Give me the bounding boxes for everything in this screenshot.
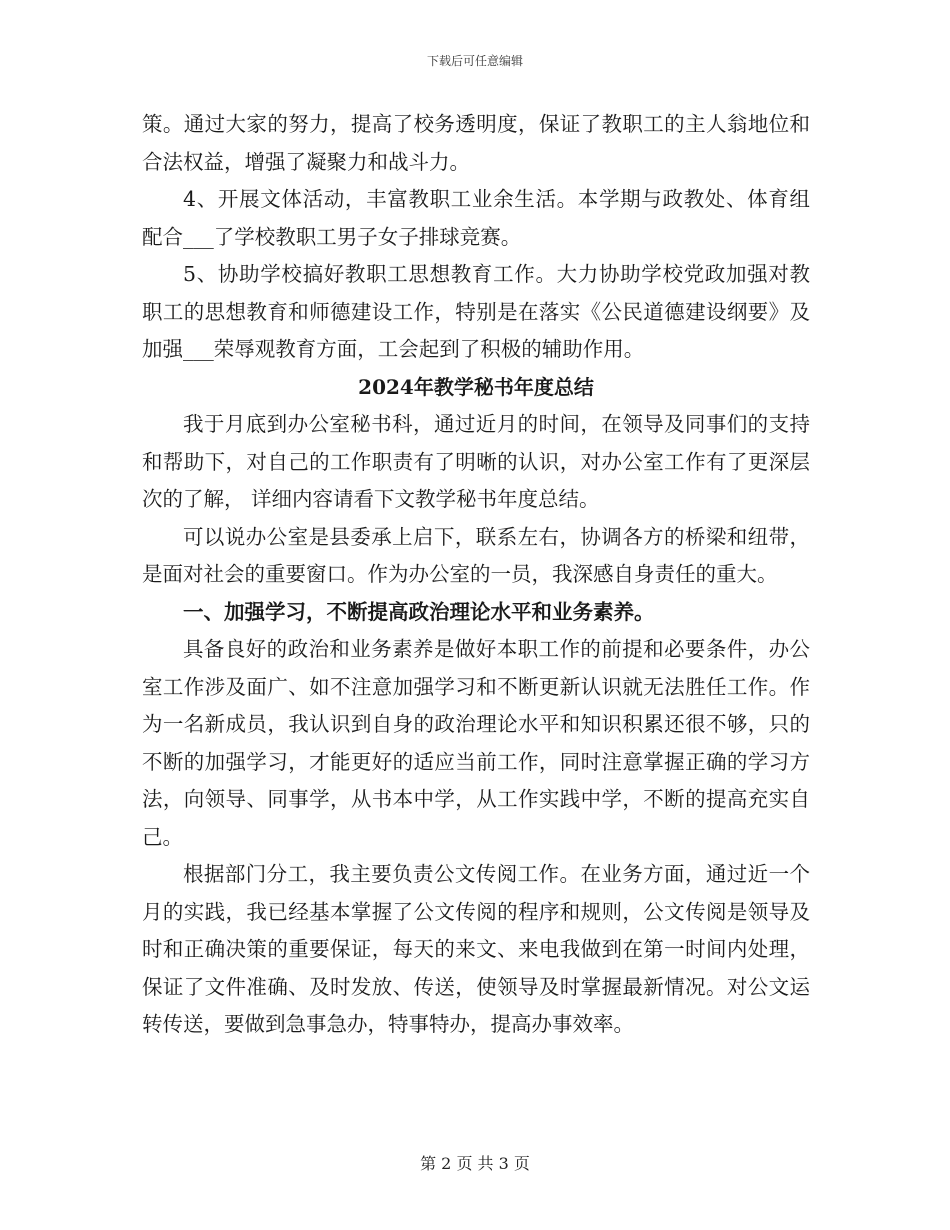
page-footer: 第 2 页 共 3 页 <box>420 1154 530 1173</box>
paragraph-learning: 具备良好的政治和业务素养是做好本职工作的前提和必要条件，办公室工作涉及面广、如不注意加强学习和不断更新认识就无法胜任工作。作为一名新成员，我认识到自身的政治理论水平和知识积累还很不够，只的不断的加强学习，才能更好的适应当前工作，同时注意掌握正确的学习方法，向领导、同事学，从书本中学，从工作实践中学，不断的提高充实自己。 <box>142 637 810 849</box>
paragraph-office-role: 可以说办公室是县委承上启下，联系左右，协调各方的桥梁和纽带，是面对社会的重要窗口。作为办公室的一员，我深感自身责任的重大。 <box>142 524 810 586</box>
paragraph-item-5: 5、协助学校搞好教职工思想教育工作。大力协助学校党政加强对教职工的思想教育和师德建设工作，特别是在落实《公民道德建设纲要》及加强___荣辱观教育方面，工会起到了积极的辅助作用。 <box>142 262 810 361</box>
paragraph-intro: 我于月底到办公室秘书科，通过近月的时间，在领导及同事们的支持和帮助下，对自己的工作职责有了明晰的认识，对办公室工作有了更深层次的了解， 详细内容请看下文教学秘书年度总结。 <box>142 412 810 511</box>
section-title: 2024年教学秘书年度总结 <box>358 374 594 399</box>
subheading-learning: 一、加强学习，不断提高政治理论水平和业务素养。 <box>183 599 655 624</box>
paragraph-item-4: 4、开展文体活动，丰富教职工业余生活。本学期与政教处、体育组配合___了学校教职工男子女子排球竞赛。 <box>142 187 810 249</box>
paragraph-document-work: 根据部门分工，我主要负责公文传阅工作。在业务方面，通过近一个月的实践，我已经基本掌握了公文传阅的程序和规则，公文传阅是领导及时和正确决策的重要保证，每天的来文、来电我做到在第一时间内处理，保证了文件准确、及时发放、传送，使领导及时掌握最新情况。对公文运转传送，要做到急事急办，特事特办，提高办事效率。 <box>142 862 810 1036</box>
paragraph-continuation: 策。通过大家的努力，提高了校务透明度，保证了教职工的主人翁地位和合法权益，增强了凝聚力和战斗力。 <box>142 112 810 174</box>
page-header: 下载后可任意编辑 <box>426 54 523 68</box>
document-body <box>142 106 810 1044</box>
